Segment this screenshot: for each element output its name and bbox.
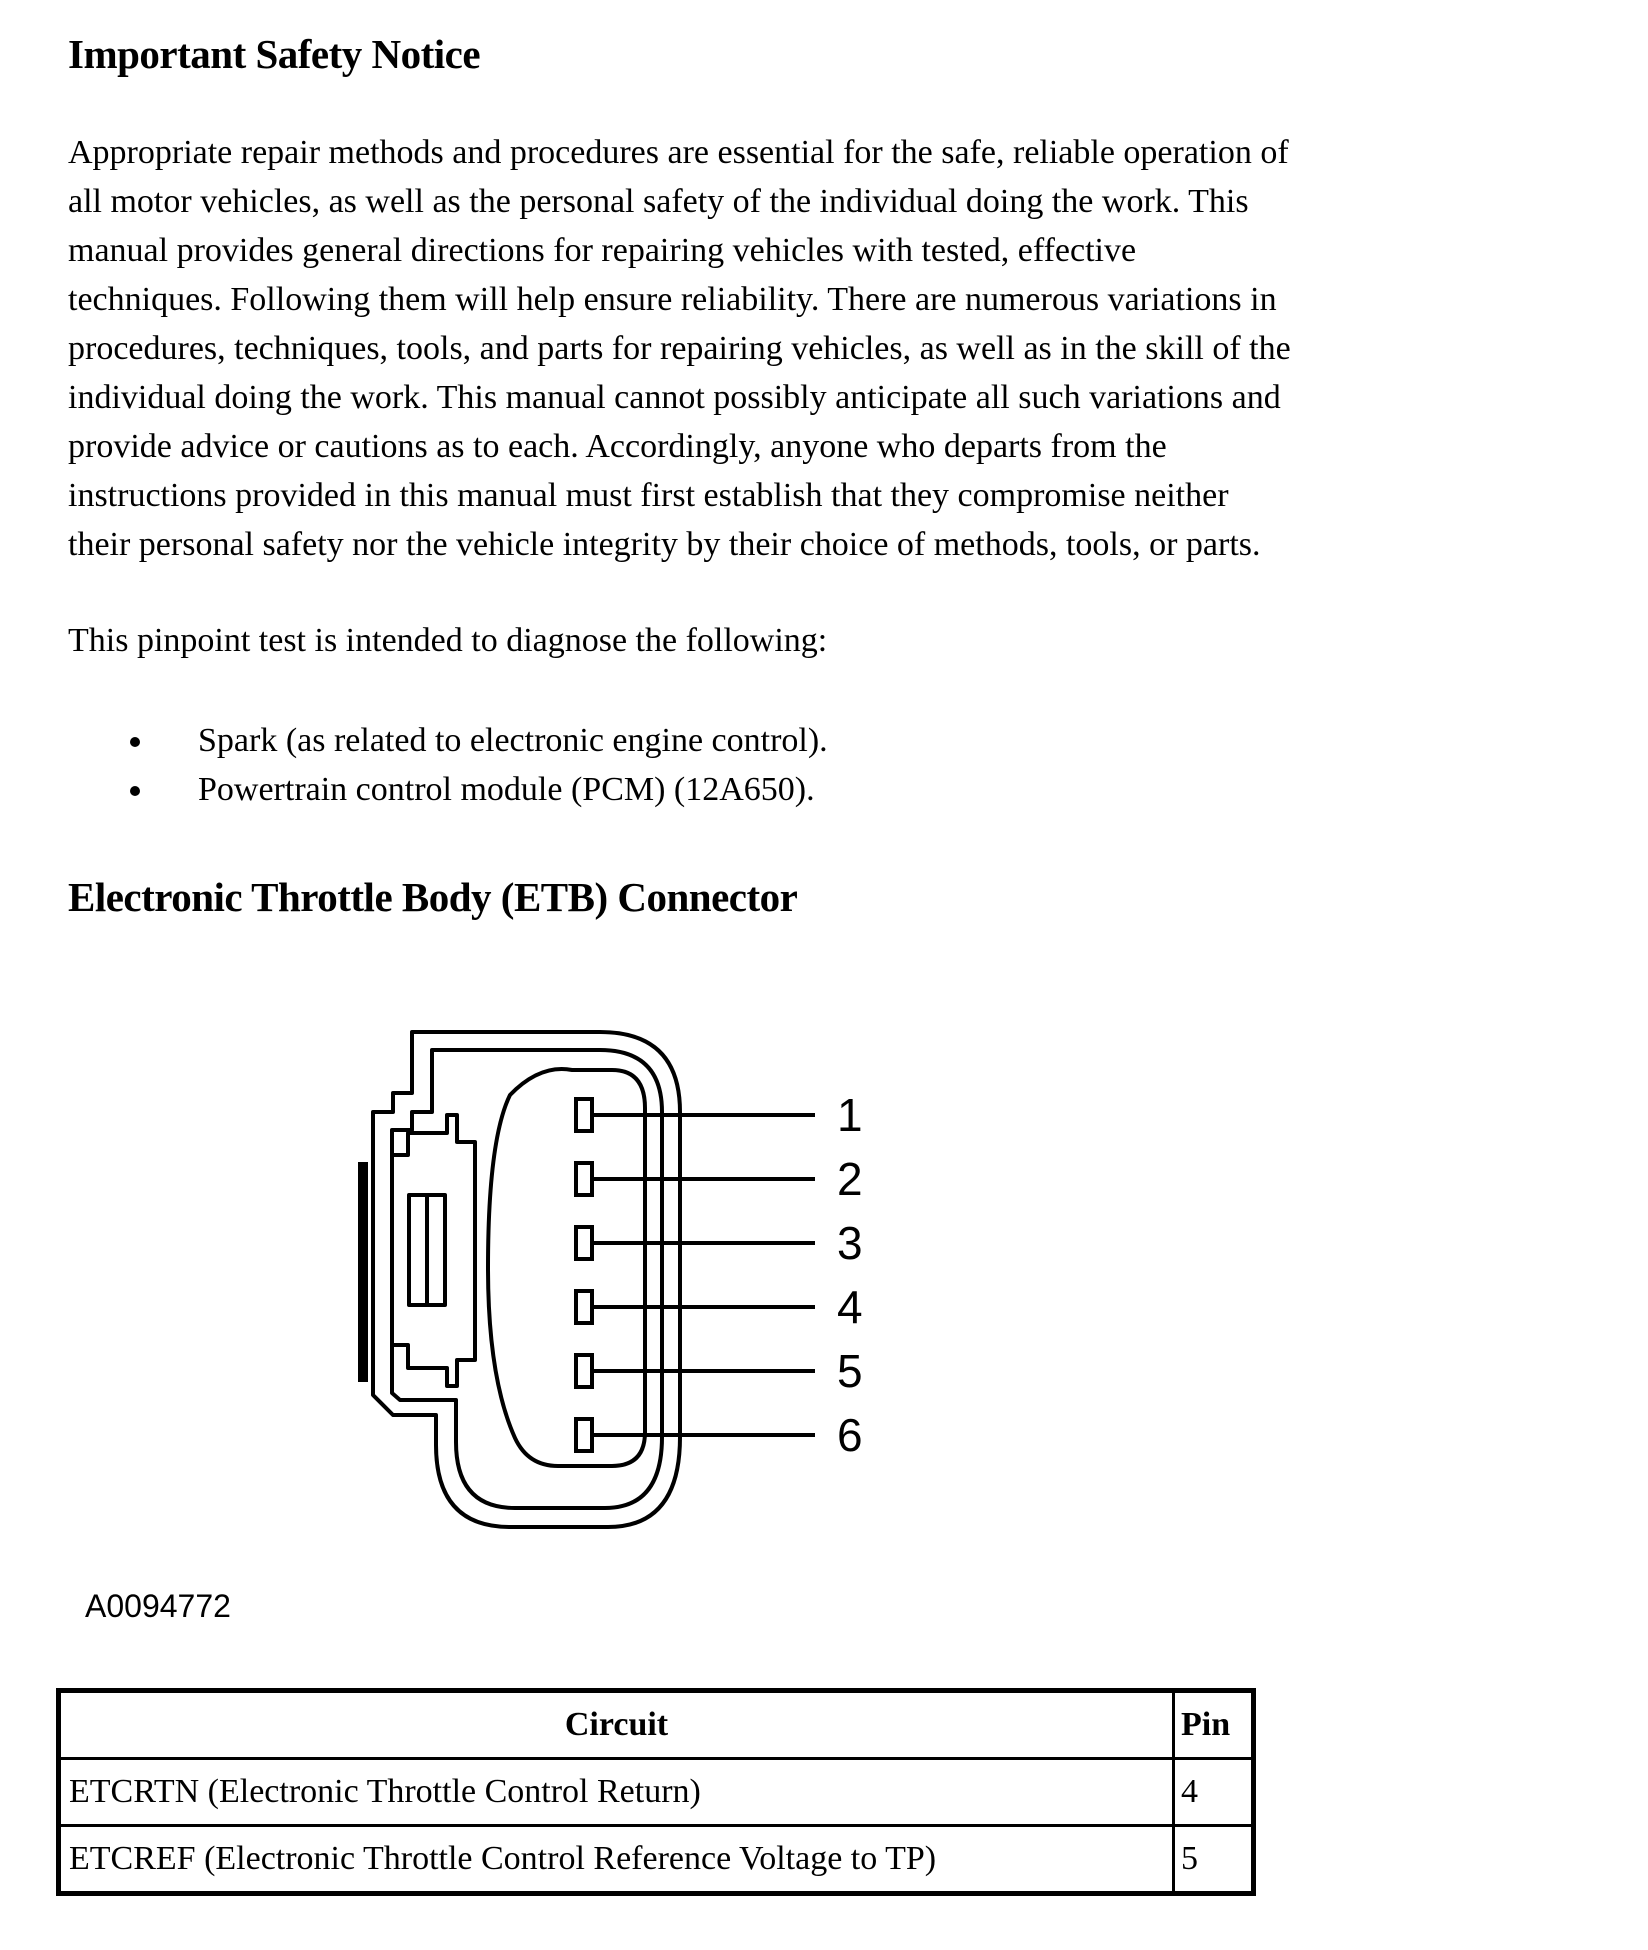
paragraph-line: provide advice or cautions as to each. Accordingly, anyone who departs from the bbox=[68, 428, 1167, 465]
pin-5 bbox=[576, 1355, 592, 1387]
pin-label: 4 bbox=[837, 1281, 863, 1333]
pinpoint-intro: This pinpoint test is intended to diagnose the following: bbox=[68, 622, 828, 659]
safety-notice-title: Important Safety Notice bbox=[68, 31, 481, 77]
list-item-text: Powertrain control module (PCM) (12A650). bbox=[198, 771, 815, 808]
list-item-text: Spark (as related to electronic engine control). bbox=[198, 722, 828, 759]
pin-4 bbox=[576, 1291, 592, 1323]
pin-6 bbox=[576, 1419, 592, 1451]
bullet-icon bbox=[130, 786, 140, 796]
column-header-pin: Pin bbox=[1174, 1691, 1254, 1759]
pin-cell: 5 bbox=[1174, 1826, 1254, 1894]
paragraph-line: individual doing the work. This manual cannot possibly anticipate all such variations and bbox=[68, 379, 1281, 416]
pin-cell: 4 bbox=[1174, 1759, 1254, 1826]
latch bbox=[392, 1115, 475, 1386]
paragraph-line: techniques. Following them will help ensure reliability. There are numerous variations in bbox=[68, 281, 1277, 318]
pin-label: 1 bbox=[837, 1089, 863, 1141]
pin-2 bbox=[576, 1163, 592, 1195]
pinpoint-list bbox=[130, 716, 828, 814]
list-item bbox=[130, 716, 828, 765]
circuit-cell: ETCRTN (Electronic Throttle Control Return) bbox=[59, 1759, 1174, 1826]
lock-tab bbox=[358, 1162, 368, 1382]
connector-section-title: Electronic Throttle Body (ETB) Connector bbox=[68, 874, 798, 920]
paragraph-line: manual provides general directions for repairing vehicles with tested, effective bbox=[68, 232, 1137, 269]
bullet-icon bbox=[130, 737, 140, 747]
pin-table bbox=[56, 1688, 1256, 1896]
pin-1 bbox=[576, 1099, 592, 1131]
column-header-circuit: Circuit bbox=[59, 1691, 1174, 1759]
table-row bbox=[59, 1759, 1254, 1826]
circuit-cell: ETCREF (Electronic Throttle Control Reference Voltage to TP) bbox=[59, 1826, 1174, 1894]
figure-id: A0094772 bbox=[85, 1588, 231, 1624]
paragraph-line: instructions provided in this manual must first establish that they compromise neither bbox=[68, 477, 1229, 514]
safety-notice-paragraph bbox=[68, 128, 1638, 569]
pin-label: 2 bbox=[837, 1153, 863, 1205]
table-header-row bbox=[59, 1691, 1254, 1759]
pin-label: 6 bbox=[837, 1409, 863, 1461]
table-row bbox=[59, 1826, 1254, 1894]
pin-cavity bbox=[488, 1069, 645, 1466]
pin-group bbox=[576, 1089, 863, 1461]
paragraph-line: procedures, techniques, tools, and parts for repairing vehicles, as well as in the skill of the bbox=[68, 330, 1291, 367]
paragraph-line: all motor vehicles, as well as the personal safety of the individual doing the work. This bbox=[68, 183, 1249, 220]
etb-connector-diagram bbox=[300, 1000, 900, 1560]
pin-3 bbox=[576, 1227, 592, 1259]
list-item bbox=[130, 765, 828, 814]
pin-label: 3 bbox=[837, 1217, 863, 1269]
paragraph-line: Appropriate repair methods and procedures are essential for the safe, reliable operation of bbox=[68, 134, 1289, 171]
paragraph-line: their personal safety nor the vehicle integrity by their choice of methods, tools, or parts. bbox=[68, 526, 1261, 563]
pin-label: 5 bbox=[837, 1345, 863, 1397]
